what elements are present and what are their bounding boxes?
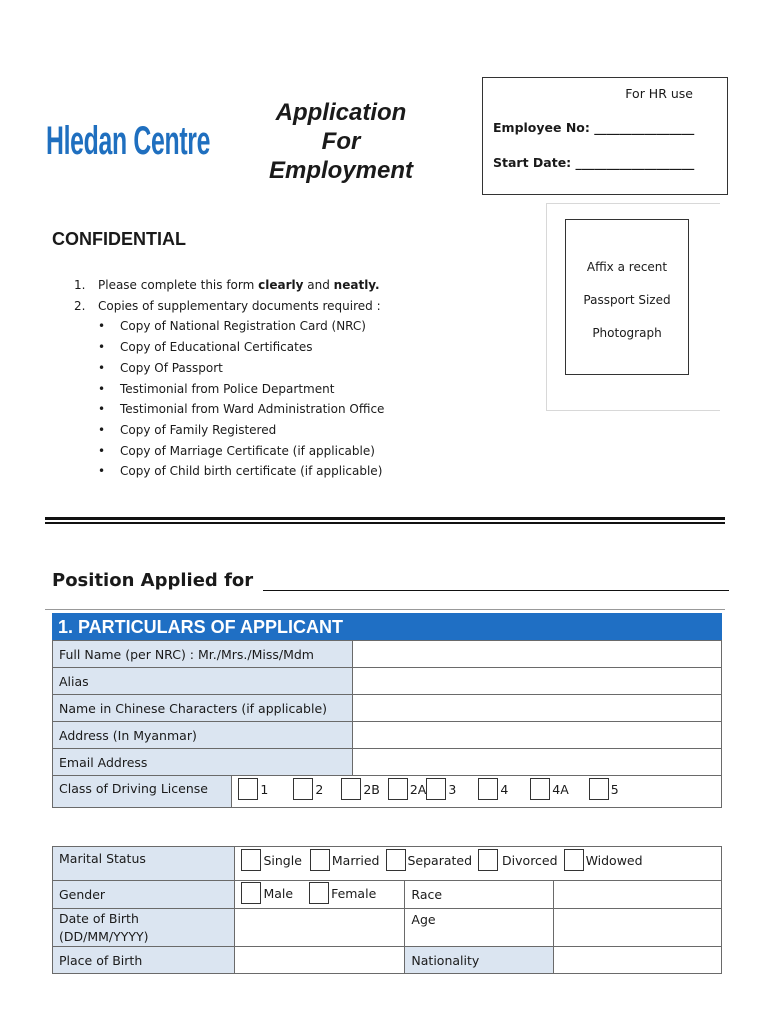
position-input[interactable] (263, 573, 729, 591)
document-bullet: • Copy of Family Registered (74, 420, 384, 441)
table-row (53, 947, 722, 974)
section-1-header: 1. PARTICULARS OF APPLICANT (52, 613, 722, 640)
checkbox[interactable] (238, 778, 258, 800)
marital-option-separated[interactable]: Separated (386, 849, 473, 871)
marital-status-options (235, 847, 722, 881)
photo-placeholder[interactable] (565, 219, 689, 375)
driving-license-table (52, 775, 722, 808)
gender-option-male[interactable]: Male (241, 882, 293, 904)
employee-no-field[interactable]: Employee No: ________________ (493, 120, 695, 135)
document-bullet: • Copy of Child birth certificate (if applicable) (74, 461, 384, 482)
bullet-icon: • (98, 422, 106, 437)
photo-text-3: Photograph (592, 326, 662, 340)
instruction-item: 1. Please complete this form clearly and neatly. (74, 278, 380, 292)
document-bullet: • Copy of Marriage Certificate (if applicable) (74, 441, 384, 462)
personal-details-table (52, 846, 722, 974)
form-title (262, 98, 420, 185)
chinese-name-label: Name in Chinese Characters (if applicable) (53, 695, 353, 722)
race-label: Race (405, 881, 554, 909)
thin-divider (45, 609, 725, 610)
company-logo (46, 118, 211, 164)
age-label: Age (405, 909, 554, 947)
checkbox[interactable] (388, 778, 408, 800)
document-bullet: • Testimonial from Police Department (74, 379, 384, 400)
full-name-label: Full Name (per NRC) : Mr./Mrs./Miss/Mdm (53, 641, 353, 668)
section-divider (45, 517, 725, 524)
chinese-name-input[interactable] (352, 695, 721, 722)
position-label: Position Applied for (52, 570, 254, 591)
start-date-field[interactable]: Start Date: ___________________ (493, 155, 695, 170)
alias-label: Alias (53, 668, 353, 695)
driving-option-5[interactable]: 5 (589, 778, 619, 800)
hr-use-heading: For HR use (625, 86, 693, 101)
table-row (53, 641, 722, 668)
table-row (53, 776, 722, 808)
marital-option-divorced[interactable]: Divorced (478, 849, 558, 871)
gender-label: Gender (53, 881, 235, 909)
driving-option-2[interactable]: 2 (293, 778, 323, 800)
address-input[interactable] (352, 722, 721, 749)
dob-label: Date of Birth (DD/MM/YYYY) (53, 909, 235, 947)
driving-option-1[interactable]: 1 (238, 778, 268, 800)
bullet-icon: • (98, 443, 106, 458)
nationality-label: Nationality (405, 947, 554, 974)
bullet-icon: • (98, 402, 106, 417)
email-input[interactable] (352, 749, 721, 776)
position-applied-row (52, 570, 729, 591)
bullet-icon: • (98, 360, 106, 375)
checkbox[interactable] (589, 778, 609, 800)
table-row (53, 909, 722, 947)
bullet-icon: • (98, 319, 106, 334)
driving-option-2b[interactable]: 2B (341, 778, 380, 800)
logo-text: Hledan Centre (46, 119, 211, 163)
race-input[interactable] (554, 881, 722, 909)
document-bullet: • Copy of National Registration Card (NRC) (74, 316, 384, 337)
photo-text-2: Passport Sized (583, 293, 671, 307)
table-row (53, 881, 722, 909)
table-row (53, 749, 722, 776)
marital-status-label: Marital Status (53, 847, 235, 881)
marital-option-married[interactable]: Married (310, 849, 380, 871)
nationality-input[interactable] (554, 947, 722, 974)
photo-text-1: Affix a recent (586, 260, 668, 274)
checkbox[interactable] (426, 778, 446, 800)
place-of-birth-label: Place of Birth (53, 947, 235, 974)
table-row (53, 668, 722, 695)
table-row (53, 722, 722, 749)
driving-option-3[interactable]: 3 (426, 778, 456, 800)
instruction-item: 2. Copies of supplementary documents required : (74, 298, 381, 313)
email-label: Email Address (53, 749, 353, 776)
checkbox[interactable] (478, 849, 498, 871)
bullet-icon: • (98, 340, 106, 355)
checkbox[interactable] (530, 778, 550, 800)
alias-input[interactable] (352, 668, 721, 695)
marital-option-widowed[interactable]: Widowed (564, 849, 643, 871)
driving-option-2a[interactable]: 2A (388, 778, 427, 800)
bullet-icon: • (98, 464, 106, 479)
hr-use-box (482, 77, 728, 195)
document-bullet: • Copy Of Passport (74, 358, 384, 379)
document-bullet: • Copy of Educational Certificates (74, 337, 384, 358)
table-row (53, 695, 722, 722)
full-name-input[interactable] (352, 641, 721, 668)
bullet-icon: • (98, 381, 106, 396)
checkbox[interactable] (309, 882, 329, 904)
age-input[interactable] (554, 909, 722, 947)
checkbox[interactable] (386, 849, 406, 871)
gender-option-female[interactable]: Female (309, 882, 376, 904)
gender-options (235, 881, 405, 909)
checkbox[interactable] (241, 882, 261, 904)
marital-option-single[interactable]: Single (241, 849, 301, 871)
dob-input[interactable] (235, 909, 405, 947)
checkbox[interactable] (478, 778, 498, 800)
particulars-table (52, 640, 722, 776)
document-bullet: • Testimonial from Ward Administration Office (74, 399, 384, 420)
title-line-3: Employment (268, 157, 414, 184)
title-line-2: For (321, 128, 361, 155)
checkbox[interactable] (293, 778, 313, 800)
address-label: Address (In Myanmar) (53, 722, 353, 749)
confidential-heading: CONFIDENTIAL (52, 229, 186, 249)
driving-license-options (232, 776, 722, 808)
driving-license-label: Class of Driving License (53, 776, 232, 808)
checkbox[interactable] (310, 849, 330, 871)
driving-option-4[interactable]: 4 (478, 778, 508, 800)
checkbox[interactable] (341, 778, 361, 800)
checkbox[interactable] (564, 849, 584, 871)
driving-option-4a[interactable]: 4A (530, 778, 569, 800)
place-of-birth-input[interactable] (235, 947, 405, 974)
instructions-list (74, 275, 384, 482)
title-line-1: Application (275, 99, 407, 126)
table-row (53, 847, 722, 881)
checkbox[interactable] (241, 849, 261, 871)
